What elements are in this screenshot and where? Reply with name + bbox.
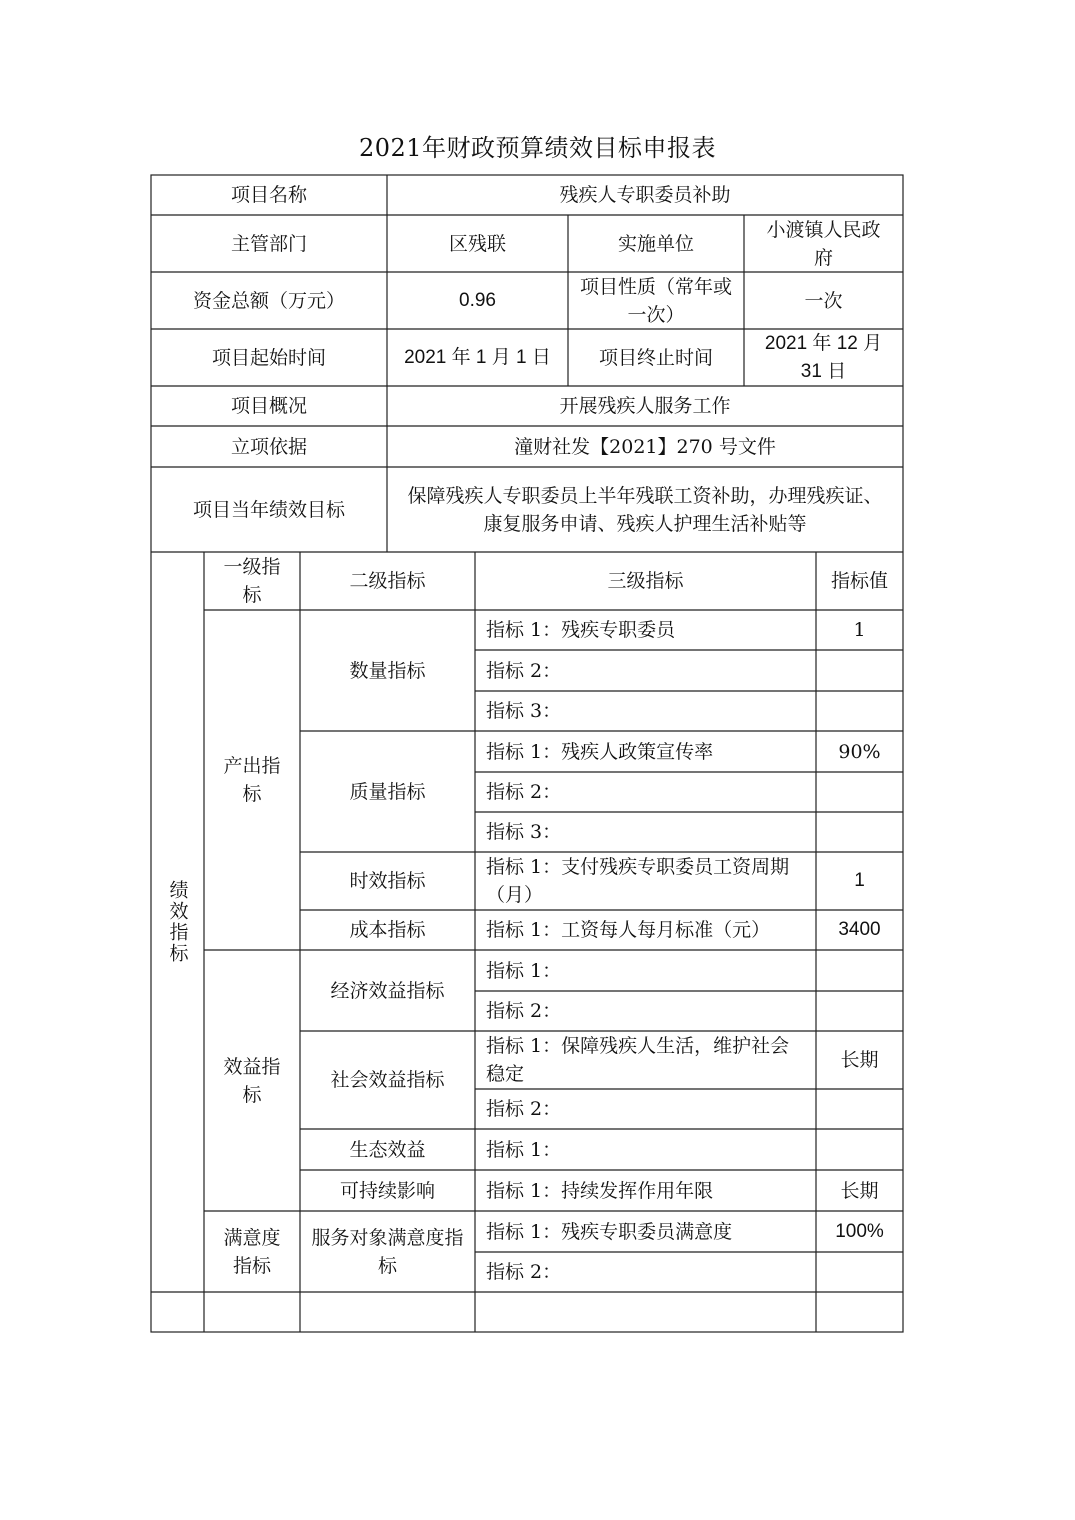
indicator-row-name: 指标 2： bbox=[486, 1261, 562, 1283]
indicator-row-name: 指标 1：持续发挥作用年限 bbox=[486, 1179, 714, 1202]
nature-value: 一次 bbox=[804, 289, 843, 312]
goal-label: 项目当年绩效目标 bbox=[192, 498, 345, 521]
indicator-row-name: 指标 2： bbox=[486, 781, 562, 803]
indicator-row-value bbox=[816, 650, 903, 691]
indicator-row-name: 指标 1： bbox=[486, 959, 562, 982]
indicator-row-value: 90% bbox=[838, 740, 881, 763]
goal-value: 保障残疾人专职委员上半年残联工资补助，办理残疾证、康复服务申请、残疾人护理生活补贴等 bbox=[407, 484, 883, 535]
social-indicator-label: 社会效益指标 bbox=[330, 1069, 445, 1091]
basis-value: 潼财社发【2021】270 号文件 bbox=[514, 435, 776, 458]
quality-indicator-label: 质量指标 bbox=[349, 780, 426, 803]
indicator-row-name: 指标 1：保障残疾人生活，维护社会稳定 bbox=[486, 1035, 790, 1085]
satisfaction-indicator-label: 满意度指标 bbox=[223, 1226, 281, 1277]
indicator-row-name: 指标 2： bbox=[486, 1000, 562, 1022]
indicator-row-value: 100% bbox=[835, 1220, 884, 1242]
indicator-row-value bbox=[816, 950, 903, 991]
col-level2-header: 二级指标 bbox=[349, 570, 426, 592]
dept-label: 主管部门 bbox=[230, 232, 307, 255]
end-label: 项目终止时间 bbox=[598, 346, 713, 369]
indicator-row-value: 长期 bbox=[840, 1179, 879, 1202]
end-value: 2021 年 12 月 31 日 bbox=[764, 332, 883, 382]
ecological-indicator-label: 生态效益 bbox=[349, 1138, 426, 1161]
fund-value: 0.96 bbox=[459, 289, 496, 311]
sustain-indicator-label: 可持续影响 bbox=[339, 1179, 435, 1202]
indicator-row-name: 指标 2： bbox=[486, 659, 562, 682]
section-label: 绩效指标 bbox=[166, 880, 189, 964]
indicator-row-value bbox=[816, 991, 903, 1031]
nature-label: 项目性质（常年或一次） bbox=[579, 275, 732, 326]
output-indicator-label: 产出指标 bbox=[223, 755, 281, 805]
indicator-row-value bbox=[816, 772, 903, 812]
basis-label: 立项依据 bbox=[230, 435, 307, 458]
benefit-indicator-label: 效益指标 bbox=[223, 1055, 281, 1106]
indicator-row-name: 指标 1：残疾专职委员 bbox=[486, 619, 676, 641]
indicator-row-value bbox=[816, 1252, 903, 1292]
cost-indicator-label: 成本指标 bbox=[349, 919, 426, 941]
timeliness-indicator-label: 时效指标 bbox=[349, 870, 426, 892]
indicator-row-value: 1 bbox=[853, 619, 866, 641]
indicator-row-value bbox=[816, 691, 903, 731]
dept-value: 区残联 bbox=[448, 232, 506, 255]
indicator-row-value: 3400 bbox=[838, 919, 881, 940]
col-value-header: 指标值 bbox=[830, 570, 888, 592]
start-value: 2021 年 1 月 1 日 bbox=[404, 346, 551, 368]
project-name-value: 残疾人专职委员补助 bbox=[559, 184, 731, 206]
impl-value: 小渡镇人民政府 bbox=[766, 218, 881, 269]
indicator-row-value bbox=[816, 1129, 903, 1170]
indicator-row-value: 长期 bbox=[840, 1049, 879, 1071]
col-level1-header: 一级指标 bbox=[223, 556, 281, 606]
indicator-row-value bbox=[816, 1089, 903, 1129]
empty-row bbox=[151, 1292, 903, 1332]
fund-label: 资金总额（万元） bbox=[192, 289, 345, 312]
impl-label: 实施单位 bbox=[617, 232, 694, 255]
indicator-row-name: 指标 2： bbox=[486, 1098, 562, 1120]
indicator-row-name: 指标 1：残疾人政策宣传率 bbox=[486, 740, 714, 763]
indicator-row-name: 指标 1：支付残疾专职委员工资周期（月） bbox=[486, 856, 790, 906]
indicator-row-value bbox=[816, 812, 903, 852]
indicator-row-name: 指标 1： bbox=[486, 1138, 562, 1161]
page-title: 2021年财政预算绩效目标申报表 bbox=[358, 134, 717, 162]
overview-value: 开展残疾人服务工作 bbox=[559, 395, 731, 417]
project-name-label: 项目名称 bbox=[230, 184, 307, 206]
indicator-row-value: 1 bbox=[854, 870, 865, 891]
overview-label: 项目概况 bbox=[230, 395, 307, 417]
indicator-row-name: 指标 1：残疾专职委员满意度 bbox=[486, 1220, 733, 1243]
economic-indicator-label: 经济效益指标 bbox=[330, 979, 445, 1002]
quantity-indicator-label: 数量指标 bbox=[349, 659, 426, 682]
indicator-row-name: 指标 3： bbox=[486, 700, 562, 722]
indicator-row-name: 指标 3： bbox=[486, 821, 562, 843]
indicator-row-name: 指标 1：工资每人每月标准（元） bbox=[486, 919, 771, 941]
col-level3-header: 三级指标 bbox=[607, 570, 684, 592]
start-label: 项目起始时间 bbox=[211, 346, 326, 369]
service-indicator-label: 服务对象满意度指标 bbox=[311, 1226, 464, 1277]
